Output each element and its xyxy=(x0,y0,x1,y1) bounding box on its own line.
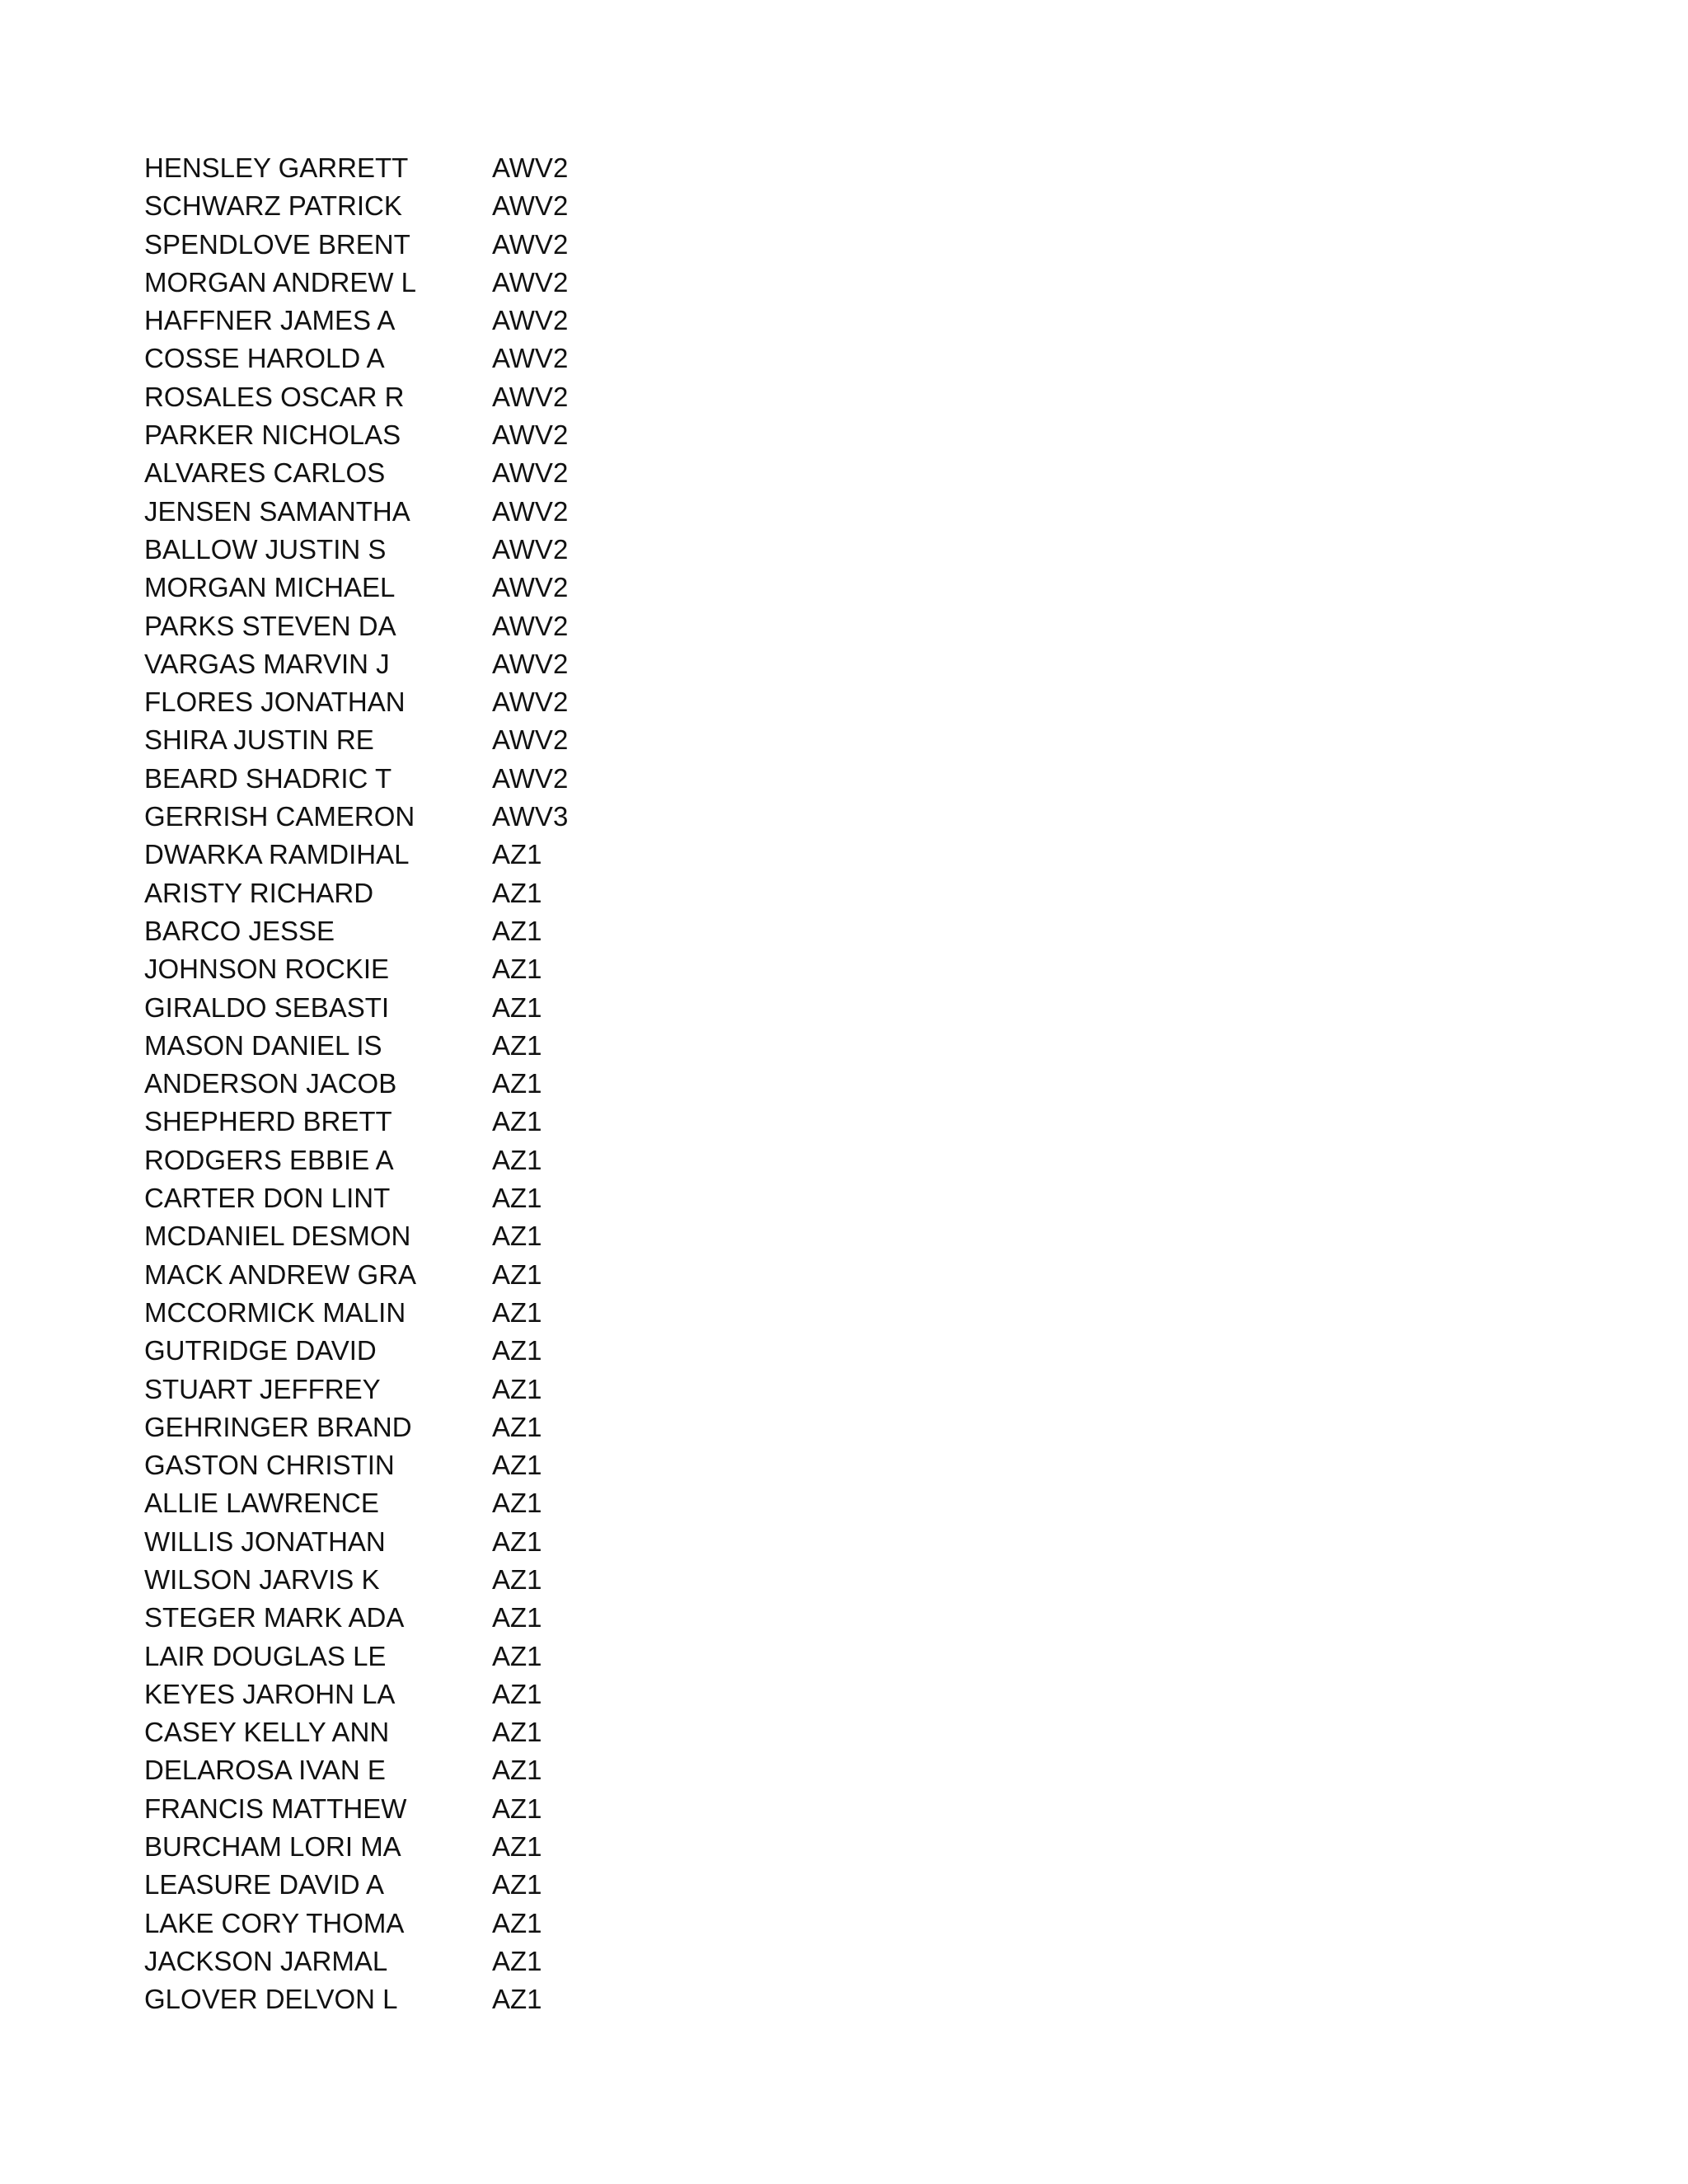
roster-row xyxy=(144,798,721,836)
roster-row xyxy=(144,1141,721,1179)
employee-name: SHIRA JUSTIN RE xyxy=(144,724,374,756)
employee-code: AZ1 xyxy=(492,1411,542,1442)
roster-row xyxy=(144,1027,721,1065)
employee-code: AZ1 xyxy=(492,1678,542,1709)
roster-row xyxy=(144,1446,721,1484)
employee-code: AZ1 xyxy=(492,1602,542,1633)
roster-row xyxy=(144,1294,721,1332)
employee-code: AZ1 xyxy=(492,1945,542,1976)
roster-row xyxy=(144,340,721,377)
roster-row xyxy=(144,416,721,454)
employee-code: AWV2 xyxy=(492,152,569,183)
employee-code: AWV2 xyxy=(492,495,569,527)
employee-code: AWV3 xyxy=(492,801,569,832)
employee-name: PARKS STEVEN DA xyxy=(144,610,396,641)
roster-row xyxy=(144,1523,721,1561)
roster-row xyxy=(144,1980,721,2018)
employee-name: GERRISH CAMERON xyxy=(144,801,415,832)
employee-name: WILLIS JONATHAN xyxy=(144,1526,386,1557)
roster-row xyxy=(144,1408,721,1446)
roster-row xyxy=(144,226,721,264)
roster-row xyxy=(144,721,721,759)
employee-code: AWV2 xyxy=(492,724,569,756)
employee-name: JOHNSON ROCKIE xyxy=(144,954,390,985)
roster-row xyxy=(144,1103,721,1141)
employee-code: AWV2 xyxy=(492,343,569,374)
roster-row xyxy=(144,760,721,798)
employee-code: AWV2 xyxy=(492,762,569,794)
employee-code: AZ1 xyxy=(492,1183,542,1214)
roster-row xyxy=(144,1943,721,1980)
roster-row xyxy=(144,187,721,225)
roster-row xyxy=(144,493,721,531)
roster-row xyxy=(144,1065,721,1103)
employee-code: AZ1 xyxy=(492,1526,542,1557)
roster-row xyxy=(144,1713,721,1751)
roster-row xyxy=(144,264,721,302)
employee-name: STEGER MARK ADA xyxy=(144,1602,405,1633)
roster-row xyxy=(144,1828,721,1866)
employee-name: BEARD SHADRIC T xyxy=(144,762,392,794)
employee-name: GASTON CHRISTIN xyxy=(144,1450,395,1481)
employee-code: AZ1 xyxy=(492,1755,542,1786)
employee-name: SHEPHERD BRETT xyxy=(144,1106,392,1137)
employee-code: AZ1 xyxy=(492,1640,542,1671)
roster-row xyxy=(144,836,721,874)
employee-name: JENSEN SAMANTHA xyxy=(144,495,410,527)
employee-name: BURCHAM LORI MA xyxy=(144,1831,401,1863)
employee-code: AZ1 xyxy=(492,839,542,870)
roster-row xyxy=(144,1790,721,1828)
employee-code: AZ1 xyxy=(492,991,542,1023)
employee-name: ALLIE LAWRENCE xyxy=(144,1488,379,1519)
employee-name: LAKE CORY THOMA xyxy=(144,1907,405,1938)
employee-name: MORGAN MICHAEL xyxy=(144,572,396,603)
employee-name: MCDANIEL DESMON xyxy=(144,1221,411,1252)
employee-code: AWV2 xyxy=(492,687,569,718)
employee-name: CASEY KELLY ANN xyxy=(144,1717,390,1748)
employee-code: AWV2 xyxy=(492,572,569,603)
employee-name: ALVARES CARLOS xyxy=(144,457,386,489)
employee-code: AZ1 xyxy=(492,1831,542,1863)
employee-code: AZ1 xyxy=(492,954,542,985)
employee-name: ANDERSON JACOB xyxy=(144,1068,397,1099)
employee-name: BALLOW JUSTIN S xyxy=(144,533,387,565)
employee-name: FRANCIS MATTHEW xyxy=(144,1793,407,1824)
employee-code: AWV2 xyxy=(492,610,569,641)
roster-row xyxy=(144,1332,721,1370)
employee-name: GUTRIDGE DAVID xyxy=(144,1335,377,1366)
employee-name: COSSE HAROLD A xyxy=(144,343,385,374)
employee-code: AZ1 xyxy=(492,1793,542,1824)
employee-code: AZ1 xyxy=(492,1563,542,1595)
employee-code: AWV2 xyxy=(492,648,569,679)
roster-row xyxy=(144,607,721,645)
roster-row xyxy=(144,683,721,721)
roster-row xyxy=(144,149,721,187)
employee-code: AZ1 xyxy=(492,1717,542,1748)
employee-name: BARCO JESSE xyxy=(144,915,335,946)
roster-row xyxy=(144,1561,721,1599)
employee-code: AZ1 xyxy=(492,1450,542,1481)
roster-row xyxy=(144,912,721,950)
employee-code: AZ1 xyxy=(492,1106,542,1137)
roster-row xyxy=(144,989,721,1027)
employee-name: DWARKA RAMDIHAL xyxy=(144,839,410,870)
employee-code: AWV2 xyxy=(492,190,569,222)
roster-row xyxy=(144,1371,721,1408)
employee-name: LEASURE DAVID A xyxy=(144,1869,384,1900)
employee-code: AWV2 xyxy=(492,419,569,451)
employee-name: MACK ANDREW GRA xyxy=(144,1258,417,1290)
employee-name: GLOVER DELVON L xyxy=(144,1984,398,2015)
roster-row xyxy=(144,531,721,569)
roster-row xyxy=(144,1217,721,1255)
employee-name: CARTER DON LINT xyxy=(144,1183,391,1214)
roster-row xyxy=(144,645,721,683)
roster-row xyxy=(144,950,721,988)
roster-row xyxy=(144,1905,721,1943)
employee-code: AWV2 xyxy=(492,305,569,336)
roster-row xyxy=(144,1484,721,1522)
employee-name: STUART JEFFREY xyxy=(144,1373,381,1404)
employee-code: AWV2 xyxy=(492,533,569,565)
roster-row xyxy=(144,1866,721,1904)
roster-row xyxy=(144,874,721,912)
employee-code: AZ1 xyxy=(492,1068,542,1099)
employee-name: ARISTY RICHARD xyxy=(144,877,374,908)
employee-code: AZ1 xyxy=(492,1984,542,2015)
employee-code: AZ1 xyxy=(492,1907,542,1938)
employee-code: AZ1 xyxy=(492,877,542,908)
employee-name: JACKSON JARMAL xyxy=(144,1945,388,1976)
employee-name: ROSALES OSCAR R xyxy=(144,381,405,412)
employee-code: AZ1 xyxy=(492,1335,542,1366)
roster-row xyxy=(144,1179,721,1217)
employee-name: SPENDLOVE BRENT xyxy=(144,228,410,260)
employee-code: AZ1 xyxy=(492,1221,542,1252)
employee-name: HENSLEY GARRETT xyxy=(144,152,409,183)
employee-code: AWV2 xyxy=(492,228,569,260)
employee-name: MASON DANIEL IS xyxy=(144,1029,382,1061)
employee-name: RODGERS EBBIE A xyxy=(144,1144,394,1175)
employee-code: AZ1 xyxy=(492,1144,542,1175)
employee-name: SCHWARZ PATRICK xyxy=(144,190,402,222)
employee-name: GEHRINGER BRAND xyxy=(144,1411,412,1442)
employee-code: AZ1 xyxy=(492,1488,542,1519)
roster-row xyxy=(144,454,721,492)
employee-code: AZ1 xyxy=(492,1029,542,1061)
employee-code: AZ1 xyxy=(492,1869,542,1900)
employee-name: MCCORMICK MALIN xyxy=(144,1296,406,1328)
employee-code: AWV2 xyxy=(492,381,569,412)
employee-name: MORGAN ANDREW L xyxy=(144,266,417,298)
employee-code: AZ1 xyxy=(492,1373,542,1404)
employee-name: KEYES JAROHN LA xyxy=(144,1678,396,1709)
roster-row xyxy=(144,1675,721,1713)
employee-code: AZ1 xyxy=(492,1258,542,1290)
employee-name: PARKER NICHOLAS xyxy=(144,419,401,451)
employee-name: DELAROSA IVAN E xyxy=(144,1755,386,1786)
employee-name: FLORES JONATHAN xyxy=(144,687,406,718)
employee-name: VARGAS MARVIN J xyxy=(144,648,390,679)
roster-row xyxy=(144,1638,721,1675)
roster-row xyxy=(144,378,721,416)
employee-name: GIRALDO SEBASTI xyxy=(144,991,390,1023)
employee-code: AZ1 xyxy=(492,1296,542,1328)
employee-name: LAIR DOUGLAS LE xyxy=(144,1640,387,1671)
employee-code: AZ1 xyxy=(492,915,542,946)
employee-name: HAFFNER JAMES A xyxy=(144,305,396,336)
employee-name: WILSON JARVIS K xyxy=(144,1563,380,1595)
roster-row xyxy=(144,1751,721,1789)
roster-row xyxy=(144,302,721,340)
roster-row xyxy=(144,569,721,607)
employee-code: AWV2 xyxy=(492,266,569,298)
roster-list xyxy=(144,149,721,2019)
roster-row xyxy=(144,1256,721,1294)
employee-code: AWV2 xyxy=(492,457,569,489)
roster-row xyxy=(144,1599,721,1637)
